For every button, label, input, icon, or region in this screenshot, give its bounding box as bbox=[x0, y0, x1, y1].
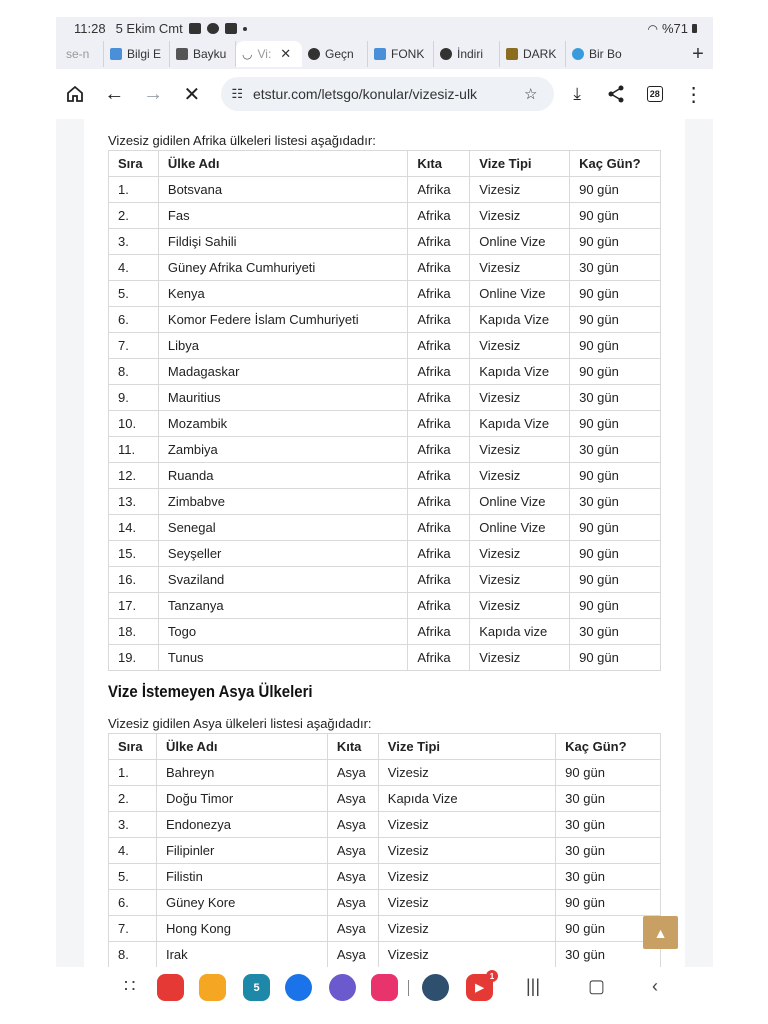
home-icon bbox=[65, 84, 85, 104]
table-row bbox=[109, 567, 661, 593]
site-icon bbox=[110, 48, 122, 60]
recent-apps-button[interactable]: ||| bbox=[526, 976, 541, 996]
tab-8[interactable] bbox=[566, 41, 632, 67]
table-row bbox=[109, 229, 661, 255]
country-name: Zimbabve bbox=[158, 489, 407, 515]
header-cell: Ülke Adı bbox=[158, 151, 407, 177]
country-name: Doğu Timor bbox=[156, 786, 327, 812]
notes-app-icon[interactable] bbox=[157, 974, 184, 1001]
header-cell: Vize Tipi bbox=[378, 734, 555, 760]
continent: Asya bbox=[327, 760, 378, 786]
table-row bbox=[109, 411, 661, 437]
row-number: 19. bbox=[109, 645, 159, 671]
country-name: Togo bbox=[158, 619, 407, 645]
tab-strip bbox=[56, 39, 713, 69]
stay-days: 30 gün bbox=[570, 437, 661, 463]
table-row bbox=[109, 812, 661, 838]
tab-0[interactable] bbox=[60, 41, 104, 67]
stay-days: 30 gün bbox=[570, 385, 661, 411]
table-row bbox=[109, 203, 661, 229]
more-vert-icon: ⋮ bbox=[683, 83, 704, 106]
table-row bbox=[109, 385, 661, 411]
tab-label: Bayku bbox=[193, 47, 227, 61]
row-number: 10. bbox=[109, 411, 159, 437]
header-cell: Kıta bbox=[408, 151, 470, 177]
app-drawer-icon[interactable]: ∷ bbox=[124, 976, 136, 996]
url-text: etstur.com/letsgo/konular/vizesiz-ulk bbox=[252, 86, 478, 102]
visa-type: Vizesiz bbox=[378, 760, 555, 786]
asia-visa-table bbox=[108, 733, 661, 967]
visa-type: Kapıda Vize bbox=[470, 359, 570, 385]
row-number: 6. bbox=[109, 890, 157, 916]
visa-type: Vizesiz bbox=[470, 333, 570, 359]
header-cell: Kaç Gün? bbox=[556, 734, 661, 760]
table-row bbox=[109, 838, 661, 864]
table-row bbox=[109, 942, 661, 968]
stay-days: 30 gün bbox=[556, 942, 661, 968]
forward-button[interactable] bbox=[134, 73, 173, 115]
visa-type: Online Vize bbox=[470, 229, 570, 255]
continent: Asya bbox=[327, 864, 378, 890]
tab-label: FONK bbox=[391, 47, 425, 61]
visa-type: Vizesiz bbox=[470, 255, 570, 281]
loading-spinner-icon: ◡ bbox=[242, 47, 253, 61]
stay-days: 90 gün bbox=[570, 359, 661, 385]
visa-type: Vizesiz bbox=[470, 385, 570, 411]
download-button[interactable] bbox=[558, 73, 597, 115]
notification-badge: 1 bbox=[486, 970, 498, 982]
table-row bbox=[109, 255, 661, 281]
internet-app-icon[interactable] bbox=[329, 974, 356, 1001]
tab-label: se-n bbox=[66, 47, 90, 61]
table-header-row bbox=[109, 151, 661, 177]
youtube-app-icon[interactable] bbox=[466, 971, 495, 1001]
row-number: 6. bbox=[109, 307, 159, 333]
tab-6[interactable] bbox=[434, 41, 500, 67]
country-name: Kenya bbox=[158, 281, 407, 307]
country-name: Tunus bbox=[158, 645, 407, 671]
visa-type: Vizesiz bbox=[470, 567, 570, 593]
messages-app-icon[interactable] bbox=[285, 974, 312, 1001]
row-number: 16. bbox=[109, 567, 159, 593]
table-row bbox=[109, 786, 661, 812]
chevron-up-icon: ▲ bbox=[653, 924, 668, 941]
table-row bbox=[109, 177, 661, 203]
visa-type: Vizesiz bbox=[378, 890, 555, 916]
africa-intro: Vizesiz gidilen Afrika ülkeleri listesi aşağıdadır: bbox=[108, 133, 376, 148]
web-page bbox=[56, 119, 713, 967]
tab-2[interactable] bbox=[170, 41, 236, 67]
country-name: Ruanda bbox=[158, 463, 407, 489]
country-name: Fas bbox=[158, 203, 407, 229]
table-row bbox=[109, 463, 661, 489]
tab-label: DARK bbox=[523, 47, 557, 61]
site-icon bbox=[506, 48, 518, 60]
country-name: Tanzanya bbox=[158, 593, 407, 619]
row-number: 15. bbox=[109, 541, 159, 567]
close-tab-icon[interactable]: ✕ bbox=[280, 46, 292, 61]
visa-type: Vizesiz bbox=[470, 645, 570, 671]
visa-type: Kapıda Vize bbox=[470, 307, 570, 333]
stay-days: 30 gün bbox=[556, 812, 661, 838]
row-number: 8. bbox=[109, 359, 159, 385]
arrow-left-icon: ← bbox=[104, 82, 125, 105]
chrome-icon bbox=[440, 48, 452, 60]
continent: Afrika bbox=[408, 489, 470, 515]
row-number: 4. bbox=[109, 255, 159, 281]
country-name: Zambiya bbox=[158, 437, 407, 463]
gallery-notification-icon bbox=[189, 23, 201, 34]
arrow-right-icon: → bbox=[143, 82, 164, 105]
visa-type: Vizesiz bbox=[470, 437, 570, 463]
files-app-icon[interactable] bbox=[199, 974, 226, 1001]
scroll-to-top-button[interactable] bbox=[643, 916, 678, 949]
country-name: Endonezya bbox=[156, 812, 327, 838]
visa-type: Vizesiz bbox=[470, 177, 570, 203]
owl-icon bbox=[176, 48, 188, 60]
country-name: Bahreyn bbox=[156, 760, 327, 786]
continent: Afrika bbox=[408, 281, 470, 307]
visa-type: Vizesiz bbox=[378, 916, 555, 942]
site-icon bbox=[374, 48, 386, 60]
stay-days: 90 gün bbox=[556, 760, 661, 786]
continent: Afrika bbox=[408, 359, 470, 385]
tab-label: Geçn bbox=[325, 47, 354, 61]
tab-1[interactable] bbox=[104, 41, 170, 67]
stay-days: 30 gün bbox=[570, 255, 661, 281]
table-row bbox=[109, 333, 661, 359]
row-number: 12. bbox=[109, 463, 159, 489]
country-name: Mauritius bbox=[158, 385, 407, 411]
share-button[interactable] bbox=[597, 73, 636, 115]
asia-section-title: Vize İstemeyen Asya Ülkeleri bbox=[108, 682, 313, 701]
table-row bbox=[109, 619, 661, 645]
row-number: 7. bbox=[109, 333, 159, 359]
more-notifications-icon bbox=[243, 27, 247, 31]
country-name: Güney Kore bbox=[156, 890, 327, 916]
table-row bbox=[109, 890, 661, 916]
stay-days: 90 gün bbox=[570, 515, 661, 541]
continent: Afrika bbox=[408, 385, 470, 411]
youtube-notification-icon bbox=[225, 23, 237, 34]
play-icon: ▶ bbox=[475, 982, 484, 994]
visa-type: Vizesiz bbox=[470, 463, 570, 489]
site-icon bbox=[572, 48, 584, 60]
stay-days: 90 gün bbox=[570, 203, 661, 229]
visa-type: Vizesiz bbox=[470, 593, 570, 619]
calendar-app-icon[interactable] bbox=[243, 974, 270, 1001]
visa-type: Vizesiz bbox=[378, 942, 555, 968]
visa-type: Vizesiz bbox=[470, 203, 570, 229]
country-name: Senegal bbox=[158, 515, 407, 541]
minus-notification-icon bbox=[207, 23, 219, 34]
continent: Afrika bbox=[408, 333, 470, 359]
address-bar[interactable] bbox=[221, 77, 553, 111]
continent: Asya bbox=[327, 916, 378, 942]
bookmark-star-icon[interactable]: ☆ bbox=[524, 86, 538, 103]
stay-days: 90 gün bbox=[570, 567, 661, 593]
stay-days: 30 gün bbox=[556, 786, 661, 812]
visa-type: Vizesiz bbox=[378, 838, 555, 864]
tab-label: İndiri bbox=[457, 47, 484, 61]
taskbar bbox=[56, 967, 713, 1007]
country-name: Libya bbox=[158, 333, 407, 359]
status-bar bbox=[56, 17, 713, 39]
continent: Asya bbox=[327, 812, 378, 838]
continent: Afrika bbox=[408, 593, 470, 619]
camera-app-icon[interactable] bbox=[371, 974, 398, 1001]
table-row bbox=[109, 760, 661, 786]
stay-days: 90 gün bbox=[570, 645, 661, 671]
country-name: Filipinler bbox=[156, 838, 327, 864]
tablet-screen bbox=[56, 17, 713, 1007]
stay-days: 90 gün bbox=[570, 229, 661, 255]
visa-type: Online Vize bbox=[470, 489, 570, 515]
row-number: 5. bbox=[109, 864, 157, 890]
row-number: 7. bbox=[109, 916, 157, 942]
country-name: Botsvana bbox=[158, 177, 407, 203]
continent: Afrika bbox=[408, 255, 470, 281]
table-row bbox=[109, 489, 661, 515]
country-name: Irak bbox=[156, 942, 327, 968]
continent: Afrika bbox=[408, 645, 470, 671]
header-cell: Sıra bbox=[109, 151, 159, 177]
new-tab-button[interactable]: + bbox=[692, 42, 704, 65]
row-number: 13. bbox=[109, 489, 159, 515]
back-nav-button[interactable]: ‹ bbox=[652, 976, 658, 996]
continent: Afrika bbox=[408, 203, 470, 229]
header-cell: Sıra bbox=[109, 734, 157, 760]
row-number: 3. bbox=[109, 812, 157, 838]
table-row bbox=[109, 281, 661, 307]
continent: Afrika bbox=[408, 229, 470, 255]
stay-days: 90 gün bbox=[570, 333, 661, 359]
continent: Afrika bbox=[408, 177, 470, 203]
menu-button[interactable] bbox=[674, 73, 713, 115]
visa-type: Online Vize bbox=[470, 515, 570, 541]
tab-3-active[interactable] bbox=[236, 41, 302, 67]
row-number: 5. bbox=[109, 281, 159, 307]
stay-days: 30 gün bbox=[556, 864, 661, 890]
row-number: 14. bbox=[109, 515, 159, 541]
header-cell: Vize Tipi bbox=[470, 151, 570, 177]
table-row bbox=[109, 307, 661, 333]
visa-type: Kapıda Vize bbox=[378, 786, 555, 812]
stay-days: 90 gün bbox=[570, 307, 661, 333]
stay-days: 30 gün bbox=[570, 489, 661, 515]
visa-type: Kapıda Vize bbox=[470, 411, 570, 437]
continent: Afrika bbox=[408, 619, 470, 645]
continent: Afrika bbox=[408, 463, 470, 489]
visa-type: Vizesiz bbox=[378, 864, 555, 890]
stay-days: 90 gün bbox=[570, 541, 661, 567]
visa-type: Vizesiz bbox=[470, 541, 570, 567]
header-cell: Kaç Gün? bbox=[570, 151, 661, 177]
row-number: 3. bbox=[109, 229, 159, 255]
site-settings-icon[interactable]: ☷ bbox=[231, 86, 243, 101]
stay-days: 90 gün bbox=[570, 281, 661, 307]
table-row bbox=[109, 593, 661, 619]
country-name: Komor Federe İslam Cumhuriyeti bbox=[158, 307, 407, 333]
row-number: 1. bbox=[109, 177, 159, 203]
continent: Afrika bbox=[408, 515, 470, 541]
africa-visa-table bbox=[108, 150, 661, 671]
stop-loading-button[interactable] bbox=[172, 73, 211, 115]
row-number: 18. bbox=[109, 619, 159, 645]
stay-days: 90 gün bbox=[570, 411, 661, 437]
tab-switcher-button[interactable] bbox=[635, 73, 674, 115]
stay-days: 30 gün bbox=[556, 838, 661, 864]
country-name: Madagaskar bbox=[158, 359, 407, 385]
tab-count: 28 bbox=[647, 86, 663, 102]
tab-label: Vi: bbox=[257, 47, 272, 61]
back-button[interactable] bbox=[95, 73, 134, 115]
row-number: 11. bbox=[109, 437, 159, 463]
clock: 11:28 bbox=[74, 21, 106, 36]
country-name: Fildişi Sahili bbox=[158, 229, 407, 255]
table-row bbox=[109, 437, 661, 463]
home-button[interactable] bbox=[56, 73, 95, 115]
continent: Afrika bbox=[408, 307, 470, 333]
table-row bbox=[109, 916, 661, 942]
close-icon: ✕ bbox=[183, 83, 201, 106]
continent: Afrika bbox=[408, 411, 470, 437]
battery-icon bbox=[692, 24, 697, 33]
stay-days: 90 gün bbox=[556, 916, 661, 942]
row-number: 2. bbox=[109, 786, 157, 812]
battery-level: %71 bbox=[661, 21, 688, 36]
table-row bbox=[109, 515, 661, 541]
visa-type: Kapıda vize bbox=[470, 619, 570, 645]
tab-label: Bilgi E bbox=[127, 47, 162, 61]
country-name: Seyşeller bbox=[158, 541, 407, 567]
row-number: 4. bbox=[109, 838, 157, 864]
continent: Afrika bbox=[408, 567, 470, 593]
country-name: Hong Kong bbox=[156, 916, 327, 942]
table-header-row bbox=[109, 734, 661, 760]
country-name: Svaziland bbox=[158, 567, 407, 593]
tab-7[interactable] bbox=[500, 41, 566, 67]
download-icon: ⤓ bbox=[573, 84, 581, 103]
stay-days: 90 gün bbox=[570, 177, 661, 203]
country-name: Filistin bbox=[156, 864, 327, 890]
continent: Asya bbox=[327, 890, 378, 916]
continent: Afrika bbox=[408, 437, 470, 463]
row-number: 9. bbox=[109, 385, 159, 411]
date: 5 Ekim Cmt bbox=[115, 21, 183, 36]
table-row bbox=[109, 864, 661, 890]
table-row bbox=[109, 645, 661, 671]
stay-days: 30 gün bbox=[570, 619, 661, 645]
chrome-icon bbox=[308, 48, 320, 60]
wifi-icon: ◠ bbox=[647, 21, 658, 36]
settings-app-icon[interactable] bbox=[422, 974, 449, 1001]
share-icon bbox=[606, 84, 626, 104]
tab-4[interactable] bbox=[302, 41, 368, 67]
row-number: 1. bbox=[109, 760, 157, 786]
country-name: Güney Afrika Cumhuriyeti bbox=[158, 255, 407, 281]
tab-label: Bir Bo bbox=[589, 47, 622, 61]
visa-type: Vizesiz bbox=[378, 812, 555, 838]
continent: Asya bbox=[327, 786, 378, 812]
stay-days: 90 gün bbox=[556, 890, 661, 916]
visa-type: Online Vize bbox=[470, 281, 570, 307]
stay-days: 90 gün bbox=[570, 593, 661, 619]
taskbar-divider bbox=[408, 980, 409, 996]
row-number: 8. bbox=[109, 942, 157, 968]
home-nav-button[interactable]: ▢ bbox=[588, 976, 606, 996]
continent: Asya bbox=[327, 838, 378, 864]
table-row bbox=[109, 541, 661, 567]
row-number: 2. bbox=[109, 203, 159, 229]
stay-days: 90 gün bbox=[570, 463, 661, 489]
tab-5[interactable] bbox=[368, 41, 434, 67]
row-number: 17. bbox=[109, 593, 159, 619]
continent: Afrika bbox=[408, 541, 470, 567]
header-cell: Ülke Adı bbox=[156, 734, 327, 760]
continent: Asya bbox=[327, 942, 378, 968]
asia-intro: Vizesiz gidilen Asya ülkeleri listesi aşağıdadır: bbox=[108, 716, 372, 731]
browser-toolbar bbox=[56, 69, 713, 119]
header-cell: Kıta bbox=[327, 734, 378, 760]
calendar-day: 5 bbox=[253, 981, 260, 994]
table-row bbox=[109, 359, 661, 385]
country-name: Mozambik bbox=[158, 411, 407, 437]
